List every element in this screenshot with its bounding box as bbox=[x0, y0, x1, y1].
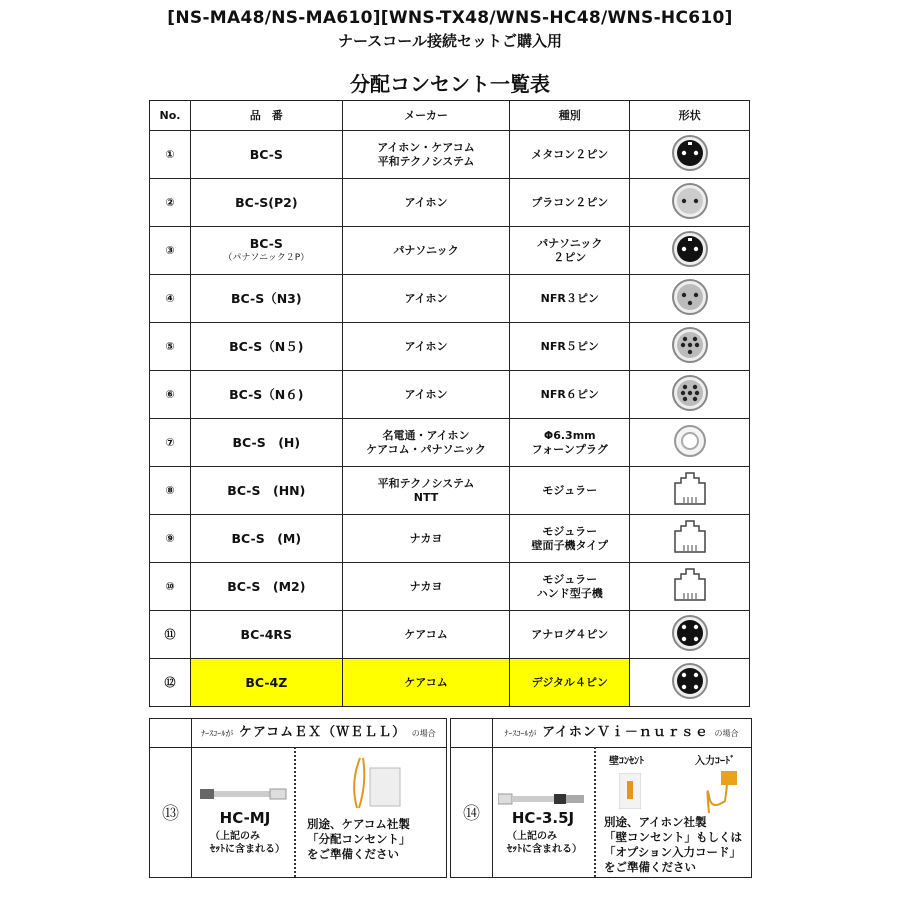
modular-connector-icon bbox=[670, 595, 710, 608]
maker-cell: アイホン・ケアコム 平和テクノシステム bbox=[342, 131, 510, 179]
table-row bbox=[150, 371, 750, 419]
col-part: 品 番 bbox=[190, 101, 342, 131]
shape-cell bbox=[630, 275, 750, 323]
part-cell bbox=[190, 419, 342, 467]
part-cell bbox=[190, 275, 342, 323]
row-number: ⑩ bbox=[150, 563, 191, 611]
col-type: 種別 bbox=[510, 101, 630, 131]
part-number: BC-S (HN) bbox=[227, 482, 306, 498]
part-number: BC-S bbox=[249, 235, 283, 251]
shape-cell bbox=[630, 323, 750, 371]
part-number: HC-3.5J bbox=[511, 809, 575, 827]
row-number: ⑦ bbox=[150, 419, 191, 467]
row-number: ③ bbox=[150, 227, 191, 275]
din-5pin-connector-icon bbox=[670, 355, 710, 368]
maker-cell: 平和テクノシステム NTT bbox=[342, 467, 510, 515]
wall-outlet-image bbox=[619, 773, 641, 809]
din-6pin-connector-icon bbox=[670, 403, 710, 416]
part-cell bbox=[190, 515, 342, 563]
shape-cell bbox=[630, 227, 750, 275]
row-number: ⑪ bbox=[150, 611, 191, 659]
part-number: BC-S（N６) bbox=[229, 386, 304, 402]
row-number: ⑥ bbox=[150, 371, 191, 419]
part-cell bbox=[190, 467, 342, 515]
table-row bbox=[150, 419, 750, 467]
maker-cell: ナカヨ bbox=[342, 563, 510, 611]
type-cell: Φ6.3mm フォーンプラグ bbox=[510, 419, 630, 467]
part-cell bbox=[190, 227, 342, 275]
part-cell bbox=[190, 131, 342, 179]
type-cell: NFR５ピン bbox=[510, 323, 630, 371]
maker-cell: ナカヨ bbox=[342, 515, 510, 563]
shape-cell bbox=[630, 131, 750, 179]
round-2pin-dark-connector-icon bbox=[670, 259, 710, 272]
table-row bbox=[150, 659, 750, 707]
note: ｾｯﾄに含まれる） bbox=[210, 844, 285, 855]
suffix: の場合 bbox=[411, 729, 436, 738]
wall-outlet-label: 壁ｺﾝｾﾝﾄ bbox=[609, 756, 644, 767]
note: （上記のみ bbox=[210, 831, 260, 842]
row-number: ⑬ bbox=[162, 804, 179, 824]
desc: 別途、アイホン社製 bbox=[604, 815, 707, 829]
part-sub: （パナソニック２P） bbox=[223, 252, 310, 263]
prefix: ﾅｰｽｺｰﾙが bbox=[504, 729, 537, 738]
desc: 別途、ケアコム社製 bbox=[307, 817, 410, 831]
part-number: BC-S (M2) bbox=[227, 578, 306, 594]
input-cord-image bbox=[701, 771, 741, 814]
maker-cell: アイホン bbox=[342, 323, 510, 371]
type-cell: NFR６ピン bbox=[510, 371, 630, 419]
type-cell: パナソニック ２ピン bbox=[510, 227, 630, 275]
table-row bbox=[150, 323, 750, 371]
type-cell: モジュラー ハンド型子機 bbox=[510, 563, 630, 611]
maker-cell: アイホン bbox=[342, 179, 510, 227]
system-name: アイホンＶｉ－ｎｕｒｓｅ bbox=[542, 725, 709, 740]
type-cell: プラコン２ピン bbox=[510, 179, 630, 227]
type-cell: NFR３ピン bbox=[510, 275, 630, 323]
row-number: ① bbox=[150, 131, 191, 179]
row-number: ⑧ bbox=[150, 467, 191, 515]
col-shape: 形状 bbox=[630, 101, 750, 131]
row-number: ⑤ bbox=[150, 323, 191, 371]
desc: 「壁コンセント」もしくは bbox=[604, 830, 742, 844]
table-row bbox=[150, 515, 750, 563]
system-name: ケアコムＥＸ（ＷＥＬＬ） bbox=[238, 725, 407, 740]
part-cell bbox=[190, 659, 342, 707]
din-3pin-connector-icon bbox=[670, 307, 710, 320]
shape-cell bbox=[630, 467, 750, 515]
careco-ex-box bbox=[149, 718, 447, 878]
maker-cell: ケアコム bbox=[342, 659, 510, 707]
shape-cell bbox=[630, 179, 750, 227]
suffix: の場合 bbox=[714, 729, 739, 738]
part-cell bbox=[190, 563, 342, 611]
part-cell bbox=[190, 179, 342, 227]
round-2pin-light-connector-icon bbox=[670, 211, 710, 224]
desc: 「オプション入力コード」 bbox=[604, 845, 741, 859]
round-4pin-connector-icon bbox=[670, 643, 710, 656]
page-title: 分配コンセント一覧表 bbox=[350, 72, 550, 96]
maker-cell: アイホン bbox=[342, 275, 510, 323]
shape-cell bbox=[630, 371, 750, 419]
part-number: BC-S (M) bbox=[231, 530, 302, 546]
note: （上記のみ bbox=[507, 831, 557, 842]
type-cell: モジュラー bbox=[510, 467, 630, 515]
input-cord-label: 入力ｺｰﾄﾞ bbox=[695, 756, 735, 767]
modular-connector-icon bbox=[670, 547, 710, 560]
col-maker: メーカー bbox=[342, 101, 510, 131]
outlet-table bbox=[149, 100, 750, 707]
round-2pin-dark-connector-icon bbox=[670, 163, 710, 176]
type-cell: モジュラー 壁面子機タイプ bbox=[510, 515, 630, 563]
maker-cell: 名電通・アイホン ケアコム・パナソニック bbox=[342, 419, 510, 467]
maker-cell: パナソニック bbox=[342, 227, 510, 275]
part-cell bbox=[190, 611, 342, 659]
desc: をご準備ください bbox=[307, 847, 399, 861]
shape-cell bbox=[630, 515, 750, 563]
note: ｾｯﾄに含まれる） bbox=[507, 844, 582, 855]
part-cell bbox=[190, 323, 342, 371]
prefix: ﾅｰｽｺｰﾙが bbox=[201, 729, 234, 738]
row-number: ② bbox=[150, 179, 191, 227]
hc-mj-cable-image bbox=[200, 784, 290, 804]
table-row bbox=[150, 227, 750, 275]
row-number: ④ bbox=[150, 275, 191, 323]
desc: をご準備ください bbox=[604, 860, 696, 874]
part-number: BC-S（N3) bbox=[231, 290, 302, 306]
part-number: BC-4RS bbox=[240, 626, 293, 642]
part-number: BC-S bbox=[249, 146, 283, 162]
shape-cell bbox=[630, 419, 750, 467]
shape-cell bbox=[630, 659, 750, 707]
row-number: ⑫ bbox=[150, 659, 191, 707]
part-number: HC-MJ bbox=[219, 809, 271, 827]
table-row bbox=[150, 275, 750, 323]
type-cell: メタコン２ピン bbox=[510, 131, 630, 179]
table-row bbox=[150, 131, 750, 179]
part-number: BC-S(P2) bbox=[235, 194, 298, 210]
part-number: BC-S (H) bbox=[232, 434, 301, 450]
aiphone-vi-nurse-box bbox=[450, 718, 752, 878]
table-row bbox=[150, 563, 750, 611]
round-4pin-connector-icon bbox=[670, 691, 710, 704]
type-cell: デジタル４ピン bbox=[510, 659, 630, 707]
shape-cell bbox=[630, 563, 750, 611]
row-number: ⑭ bbox=[463, 804, 480, 824]
part-number: BC-4Z bbox=[245, 674, 288, 690]
desc: 「分配コンセント」 bbox=[307, 832, 411, 846]
table-row bbox=[150, 611, 750, 659]
header-line2: ナースコール接続セットご購入用 bbox=[338, 32, 562, 50]
shape-cell bbox=[630, 611, 750, 659]
maker-cell: アイホン bbox=[342, 371, 510, 419]
type-cell: アナログ４ピン bbox=[510, 611, 630, 659]
col-no: No. bbox=[150, 101, 191, 131]
part-cell bbox=[190, 371, 342, 419]
table-row bbox=[150, 179, 750, 227]
modular-connector-icon bbox=[670, 499, 710, 512]
row-number: ⑨ bbox=[150, 515, 191, 563]
table-row bbox=[150, 467, 750, 515]
phone-jack-connector-icon bbox=[670, 451, 710, 464]
header-line1: [NS-MA48/NS-MA610][WNS-TX48/WNS-HC48/WNS-HC610] bbox=[167, 8, 733, 28]
outlet-product-image bbox=[345, 753, 405, 813]
part-number: BC-S（N５) bbox=[229, 338, 304, 354]
hc-35j-cable-image bbox=[498, 792, 588, 806]
maker-cell: ケアコム bbox=[342, 611, 510, 659]
